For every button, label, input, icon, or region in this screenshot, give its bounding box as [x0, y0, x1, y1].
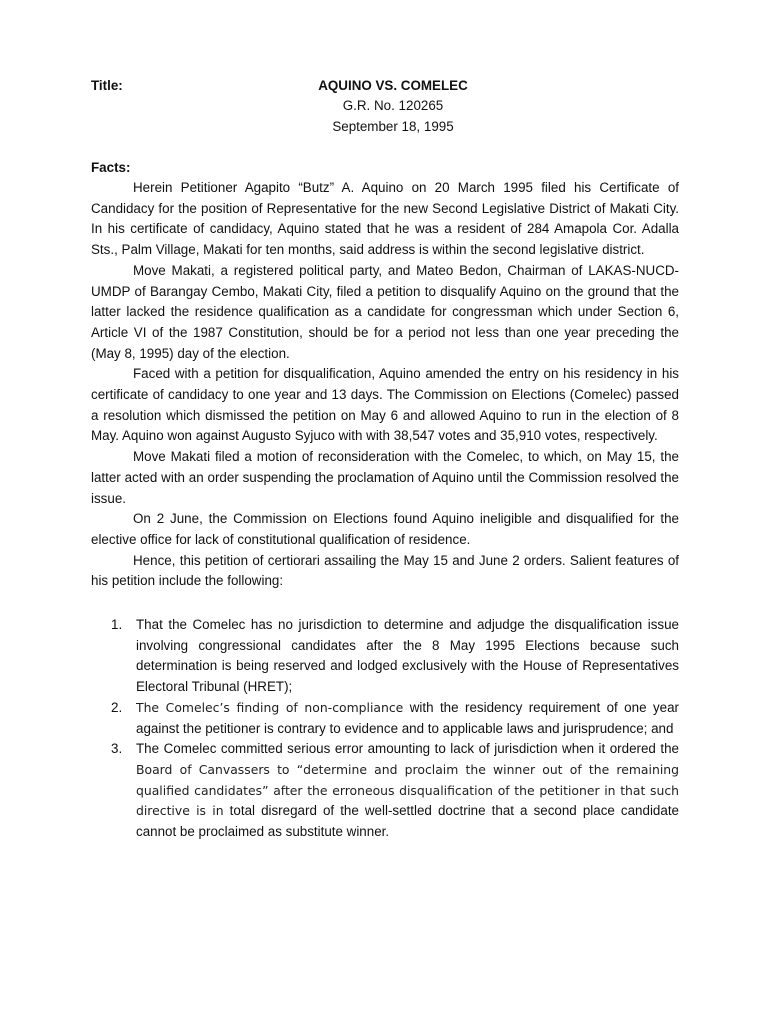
list-item-number: 3. [111, 741, 123, 757]
case-name: AQUINO VS. COMELEC [318, 78, 468, 93]
title-block [91, 76, 679, 140]
list-item-text-part: Board of Canvassers to “determine and proclaim the winner out of the remaining qualified candidates” after the erroneous disqualification of the petitioner in that such directive is in [136, 761, 679, 819]
facts-heading: Facts: [91, 160, 131, 175]
list-item-number: 2. [111, 699, 123, 715]
list-item-text-part: total disregard of the well-settled doctrine that a second place candidate cannot be proclaimed as substitute winner. [136, 803, 679, 840]
list-item-number: 1. [111, 617, 123, 632]
list-item [91, 739, 679, 843]
list-item [91, 615, 679, 698]
facts-paragraph: On 2 June, the Commission on Elections found Aquino ineligible and disqualified for the elective office for lack of constitutional qualification of residence. [91, 511, 679, 547]
list-item-text: That the Comelec has no jurisdiction to determine and adjudge the disqualification issue involving congressional candidates after the 8 May 1995 Elections because such determination is being reserved and lodged exclusively with the House of Representatives Electoral Tribunal (HRET); [136, 617, 679, 695]
list-item [91, 698, 679, 739]
list-item-text-part: with the residency requirement of one year against the petitioner is contrary to evidence and to applicable laws and jurisprudence; and [136, 699, 679, 736]
list-item-text-part: The Comelec committed serious error amounting to lack of jurisdiction when it ordered the [136, 741, 679, 757]
title-label: Title: [91, 78, 123, 93]
facts-paragraph: Move Makati filed a motion of reconsideration with the Comelec, to which, on May 15, the latter acted with an order suspending the proclamation of Aquino until the Commission resolved the issue. [91, 449, 679, 506]
list-item-text-part: The Comelec’s finding of non-compliance [136, 699, 404, 715]
facts-paragraph: Herein Petitioner Agapito “Butz” A. Aquino on 20 March 1995 filed his Certificate of Candidacy for the position of Representative for the new Second Legislative District of Makati City. In his certificate of candidacy, Aquino stated that he was a resident of 284 Amapola Cor. Adalla Sts., Palm Village, Makati for ten months, said address is within the second legislative district. [91, 180, 679, 258]
facts-paragraph: Faced with a petition for disqualification, Aquino amended the entry on his residency in his certificate of candidacy to one year and 13 days. The Commission on Elections (Comelec) passed a resolution which dismissed the petition on May 6 and allowed Aquino to run in the election of 8 May. Aquino won against Augusto Syjuco with with 38,547 votes and 35,910 votes, respectively. [91, 366, 679, 444]
decision-date: September 18, 1995 [332, 119, 454, 134]
gr-number: G.R. No. 120265 [342, 98, 444, 113]
facts-body [91, 178, 679, 592]
petition-intro: Hence, this petition of certiorari assailing the May 15 and June 2 orders. Salient features of his petition include the following: [91, 552, 679, 589]
petition-issues-list [91, 615, 679, 843]
facts-paragraph: Move Makati, a registered political party, and Mateo Bedon, Chairman of LAKAS-NUCD-UMDP of Barangay Cembo, Makati City, filed a petition to disqualify Aquino on the ground that the latter lacked the residence qualification as a candidate for congressman which under Section 6, Article VI of the 1987 Constitution, should be for a period not less than one year preceding the (May 8, 1995) day of the election. [91, 262, 679, 361]
